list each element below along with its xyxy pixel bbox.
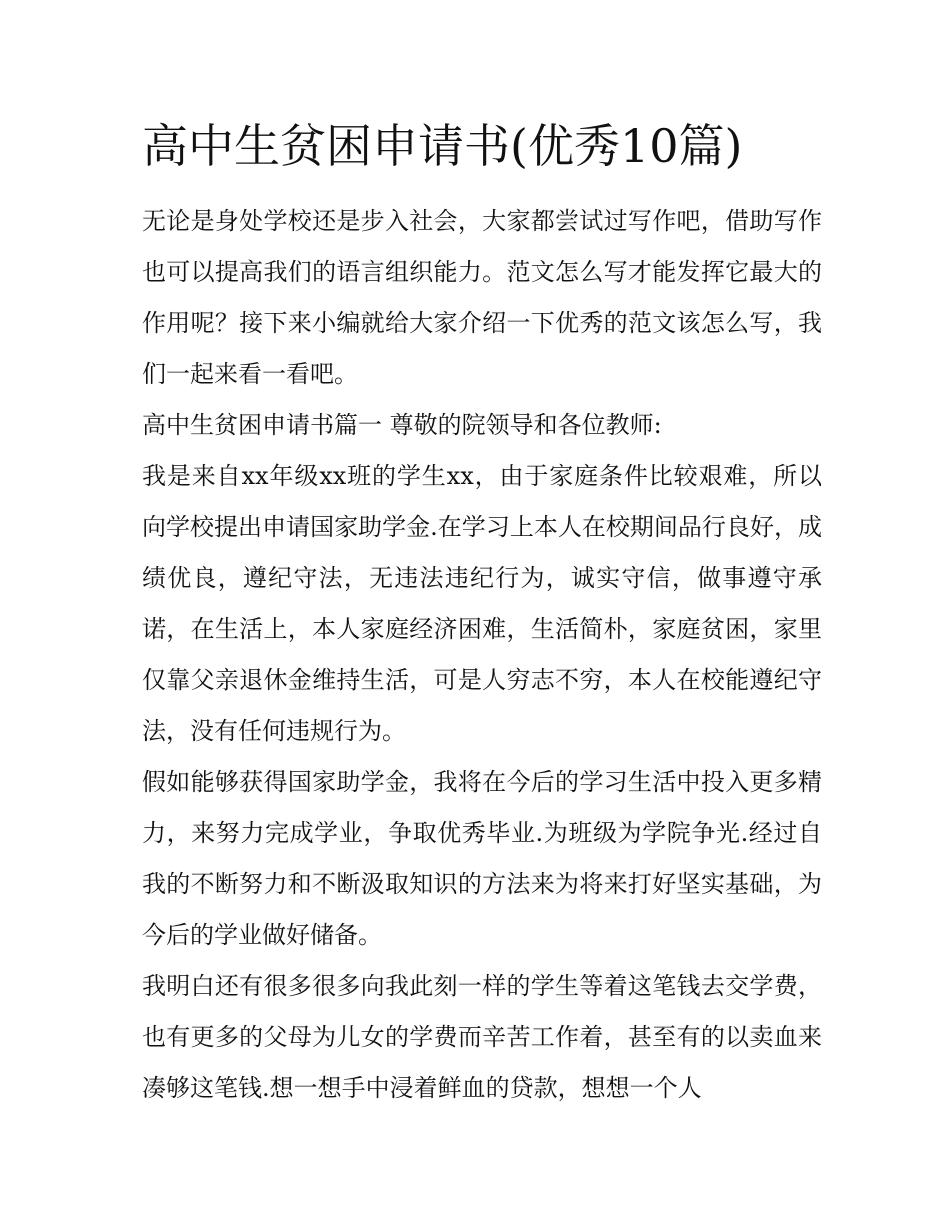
page-title: 高中生贫困申请书(优秀10篇)	[142, 119, 743, 173]
paragraph-gratitude: 我明白还有很多很多向我此刻一样的学生等着这笔钱去交学费，也有更多的父母为儿女的学费而辛苦工作着，甚至有的以卖血来凑够这笔钱.想一想手中浸着鲜血的贷款，想想一个人	[142, 972, 822, 1102]
paragraph-plan: 假如能够获得国家助学金，我将在今后的学习生活中投入更多精力，来努力完成学业，争取优秀毕业.为班级为学院争光.经过自我的不断努力和不断汲取知识的方法来为将来打好坚实基础，为今后的学业做好储备。	[142, 768, 822, 949]
document-body	[142, 196, 822, 1114]
paragraph-background: 我是来自xx年级xx班的学生xx，由于家庭条件比较艰难，所以向学校提出申请国家助学金.在学习上本人在校期间品行良好，成绩优良，遵纪守法，无违法违纪行为，诚实守信，做事遵守承诺，在生活上，本人家庭经济困难，生活简朴，家庭贫困，家里仅靠父亲退休金维持生活，可是人穷志不穷，本人在校能遵纪守法，没有任何违规行为。	[142, 462, 822, 745]
paragraph-intro: 无论是身处学校还是步入社会，大家都尝试过写作吧，借助写作也可以提高我们的语言组织能力。范文怎么写才能发挥它最大的作用呢？接下来小编就给大家介绍一下优秀的范文该怎么写，我们一起来看一看吧。	[142, 207, 822, 388]
paragraph-greeting: 高中生贫困申请书篇一 尊敬的院领导和各位教师:	[142, 411, 662, 439]
